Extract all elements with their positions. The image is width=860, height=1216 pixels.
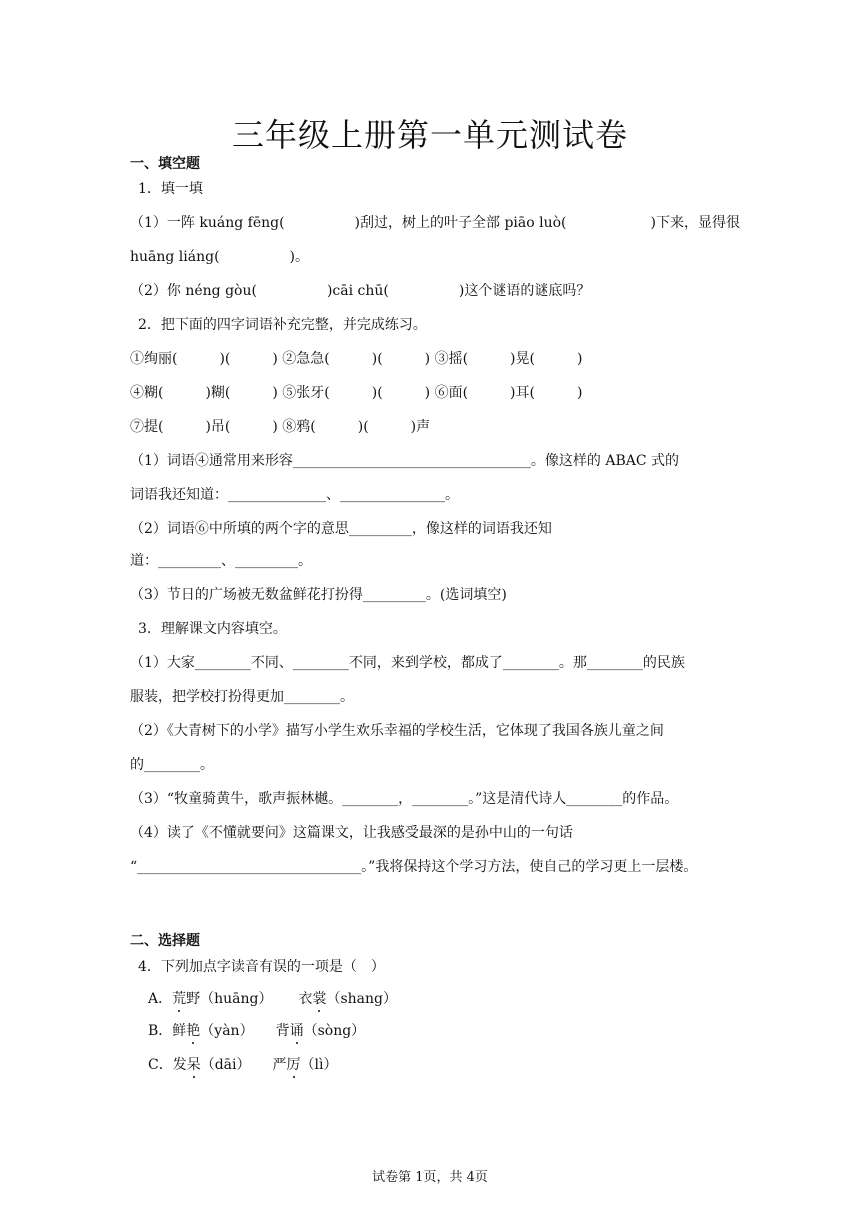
page-footer: 试卷第 1页，共 4页 (372, 1170, 488, 1185)
dotted-char: 呆 (186, 1057, 201, 1073)
question-2-part-2-line-2: 道：_________、_________。 (130, 553, 312, 569)
dotted-char: 荒 (172, 991, 187, 1007)
question-2-words-row-3: ⑦提( )吊( ) ⑧鸦( )( )声 (130, 419, 431, 435)
question-1-part-2: （2）你 néng gòu( )cāi chū( )这个谜语的谜底吗？ (130, 283, 591, 299)
dotted-char: 裳 (312, 991, 327, 1007)
option-b: B．鲜艳（yàn） 背诵（sòng） (148, 1023, 366, 1039)
question-2-words-row-2: ④糊( )糊( ) ⑤张牙( )( ) ⑥面( )耳( ) (130, 385, 583, 401)
question-2-part-3: （3）节日的广场被无数盆鲜花打扮得_________。(选词填空) (130, 587, 507, 603)
question-2-part-1-line-2: 词语我还知道：______________、_______________。 (130, 487, 459, 503)
question-3-part-4-line-2: “________________________________。”我将保持这个学习方法，使自己的学习更上一层楼。 (130, 859, 698, 875)
question-3-part-2-line-2: 的________。 (130, 757, 214, 773)
question-2-part-1-line-1: （1）词语④通常用来形容__________________________________。像这样的 ABAC 式的 (130, 453, 680, 469)
page-title: 三年级上册第一单元测试卷 (231, 116, 628, 154)
question-3-part-1-line-1: （1）大家________不同、________不同，来到学校，都成了________。那________的民族 (130, 655, 685, 671)
question-3-part-1-line-2: 服装，把学校打扮得更加________。 (130, 689, 354, 705)
option-c: C．发呆（dāi） 严厉（lì） (148, 1057, 338, 1073)
question-2-part-2-line-1: （2）词语⑥中所填的两个字的意思_________，像这样的词语我还知 (130, 521, 552, 537)
dotted-char: 艳 (186, 1023, 201, 1039)
question-1-part-1-line-2: huāng liáng( )。 (130, 249, 310, 265)
question-3-part-2-line-1: （2）《大青树下的小学》描写小学生欢乐幸福的学校生活，它体现了我国各族儿童之间 (130, 723, 664, 739)
question-1-part-1-line-1: （1）一阵 kuáng fēng( )刮过，树上的叶子全部 piāo luò( )下来，显得很 (130, 215, 740, 231)
question-2-words-row-1: ①绚丽( )( ) ②急急( )( ) ③摇( )晃( ) (130, 351, 583, 367)
section-heading-fill-in: 一、填空题 (130, 156, 200, 172)
question-3-heading: 3．理解课文内容填空。 (138, 621, 287, 637)
question-4-heading: 4．下列加点字读音有误的一项是（ ） (138, 959, 385, 975)
dotted-char: 诵 (289, 1023, 304, 1039)
question-3-part-4-line-1: （4）读了《不懂就要问》这篇课文，让我感受最深的是孙中山的一句话 (130, 825, 573, 841)
dotted-char: 厉 (286, 1057, 301, 1073)
option-a: A．荒野（huāng） 衣裳（shang） (148, 991, 398, 1007)
question-1-heading: 1．填一填 (138, 181, 203, 197)
section-heading-multiple-choice: 二、选择题 (130, 933, 200, 949)
question-2-heading: 2．把下面的四字词语补充完整，并完成练习。 (138, 317, 427, 333)
question-3-part-3: （3）“牧童骑黄牛，歌声振林樾。________，________。”这是清代诗人________的作品。 (130, 791, 679, 807)
